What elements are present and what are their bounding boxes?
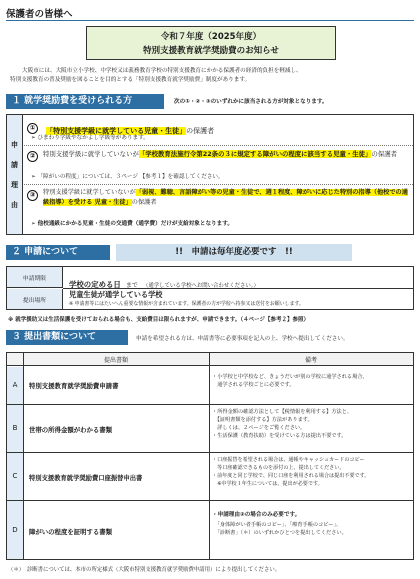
remark-line: ・前年度と同じ学校で、同じ口座を利用される場合は提出不要です。 <box>212 473 370 479</box>
title-box <box>86 26 336 60</box>
side-label-char: 由 <box>11 200 18 209</box>
remark-line: ・所得金額の確認方法として【税情報を利用する】方法と、 <box>212 409 353 415</box>
doc-name-a: 特別支援教育就学奨励費申請書 <box>29 382 119 390</box>
item-rest: の保護者 <box>371 150 397 158</box>
divider <box>24 184 413 185</box>
documents-table <box>6 352 414 560</box>
col-line-2 <box>209 353 210 559</box>
remark-line: ・小学校と中学校など、きょうだいが別の学校に通学される場合、 <box>212 374 368 380</box>
section1-note: 次の①・②・③のいずれかに該当される方が対象となります。 <box>174 99 328 105</box>
place-value: 児童生徒が通学している学校 <box>69 290 163 299</box>
period-note: （通学している学校へお問い合わせください。） <box>142 283 259 289</box>
remark-line: ・申請理由②の場合のみ必要です。 <box>212 512 301 518</box>
eligibility-box <box>6 114 414 235</box>
eligibility-sub-3: ➢ 他校通級にかかる児童・生徒の交通費（通学費）だけが支給対象となります。 <box>31 221 233 227</box>
period-label: 申請期限 <box>7 267 63 288</box>
item-highlight: 「特別支援学級に就学している児童・生徒」 <box>46 127 187 135</box>
remark-line: 「診断書」（＊）のいずれかひとつを提出してください。 <box>212 530 347 536</box>
item-number: ③ <box>27 190 38 201</box>
row-divider <box>63 288 413 289</box>
item-rest: の保護者 <box>131 199 157 206</box>
section3-note: 申請を希望される方は、申請書等に必要事項を記入の上、学校へ提出してください。 <box>136 336 349 342</box>
doc-name-d: 障がいの程度を証明する書類 <box>29 528 113 536</box>
item-pre: 特別支援学級に就学していないが <box>43 189 136 196</box>
item-highlight: 「弱視、難聴、言語障がい等の児童・生徒で、週１程度、障がいに応じた特別の指導（他校での通級指導）を受ける 児童・生徒」 <box>43 189 408 206</box>
bottom-note: （＊） 診断書については、本市の所定様式（大阪市特別支援教育就学奨励費申請用）により提出してください。 <box>8 567 281 573</box>
item-rest: の保護者 <box>186 127 215 135</box>
remark-line: 詳しくは、２ページをご覧ください。 <box>212 425 306 431</box>
section3-heading: ３ 提出書類について <box>6 330 128 345</box>
row-divider <box>7 452 413 453</box>
eligibility-sub-1: ➢ ひまわり学級やなかよし学級等があります。 <box>31 135 149 141</box>
intro-line2: 特別支援教育の普及奨励を図ることを目的とする「特別支援教育就学奨励費」制度があります。 <box>10 77 251 83</box>
section2-heading: ２ 申請について <box>6 245 110 260</box>
deadline-banner: !! 申請は毎年度必要です !! <box>116 244 352 261</box>
remark-line: ・口座振替を希望される場合は、通帳やキャッシュカードのコピー <box>212 457 365 463</box>
item-pre: 特別支援学級に就学していないが <box>43 150 139 158</box>
divider <box>24 145 413 146</box>
remark-line: 【証明書類を添付する】方法があります。 <box>212 417 313 423</box>
item-highlight: 「学校教育法施行令第22条の３に規定する障がいの程度に該当する児童・生徒」 <box>138 150 372 158</box>
greeting: 保護者の皆様へ <box>6 9 73 20</box>
row-letter-a: A <box>7 367 23 404</box>
side-label-char: 請 <box>11 160 18 169</box>
side-label <box>7 115 23 234</box>
title-line1: 令和７年度（2025年度） <box>160 32 262 42</box>
remark-line: 等口座確認できるものを添付の上、提出してください。 <box>212 465 345 471</box>
header-rule <box>6 20 414 21</box>
doc-name-c: 特別支援教育就学奨励費口座振替申出書 <box>29 475 143 482</box>
row-letter-d: D <box>7 501 23 559</box>
intro-line1: 大阪市には、大阪市立小学校、中学校又は義務教育学校の特別支援教育にかかる保護者の経済的負担を軽減し、 <box>22 68 302 74</box>
row-divider <box>7 500 413 501</box>
section2-footnote: ※ 就学援助又は生活保護を受けておられる場合も、支給費目は限られますが、申請できます。（４ページ【参考２】参照） <box>8 317 309 323</box>
row-letter-c: C <box>7 453 23 500</box>
row-divider <box>7 404 413 405</box>
remark-c <box>212 456 369 488</box>
remark-line: ・生活保護（教育扶助）を受けている方は提出不要です。 <box>212 433 347 439</box>
remark-d <box>212 511 347 537</box>
row-letter-b: B <box>7 405 23 452</box>
remark-a <box>212 373 368 389</box>
place-note: ※ 申請書等にはたいへん重要な情報が含まれています。保護者の方が学校へ持参又は送付をお願いします。 <box>69 301 304 307</box>
side-label-char: 理 <box>11 180 18 189</box>
place-label: 提出場所 <box>7 289 63 309</box>
section1-heading: １ 就学奨励費を受けられる方 <box>6 94 164 109</box>
application-table <box>6 266 414 310</box>
doc-name-b: 世帯の所得金額がわかる書類 <box>29 426 113 434</box>
item-number: ② <box>27 151 38 162</box>
remark-line: 通学される学校ごとに必要です。 <box>212 382 295 388</box>
remark-b <box>212 408 352 440</box>
remark-line: 「身体障がい者手帳のコピー」、「療育手帳のコピー」、 <box>212 522 342 528</box>
col-line-1 <box>23 353 24 559</box>
remark-line: ※中学校１年生については、提出が必要です。 <box>212 481 323 487</box>
eligibility-item-2 <box>27 149 411 162</box>
period-main: 学校の定める日 <box>69 280 121 289</box>
col-remark-header: 備考 <box>304 357 317 364</box>
title-line2: 特別支援教育就学奨励費のお知らせ <box>143 46 279 56</box>
side-label-char: 申 <box>11 140 18 149</box>
col-doc-header: 提出書類 <box>103 357 128 364</box>
eligibility-item-3 <box>27 188 411 208</box>
item-number: ① <box>27 123 38 134</box>
period-suffix: まで <box>125 282 138 289</box>
eligibility-sub-2: ➢ 「障がいの程度」については、３ページ 【参考１】を確認してください。 <box>31 174 224 180</box>
